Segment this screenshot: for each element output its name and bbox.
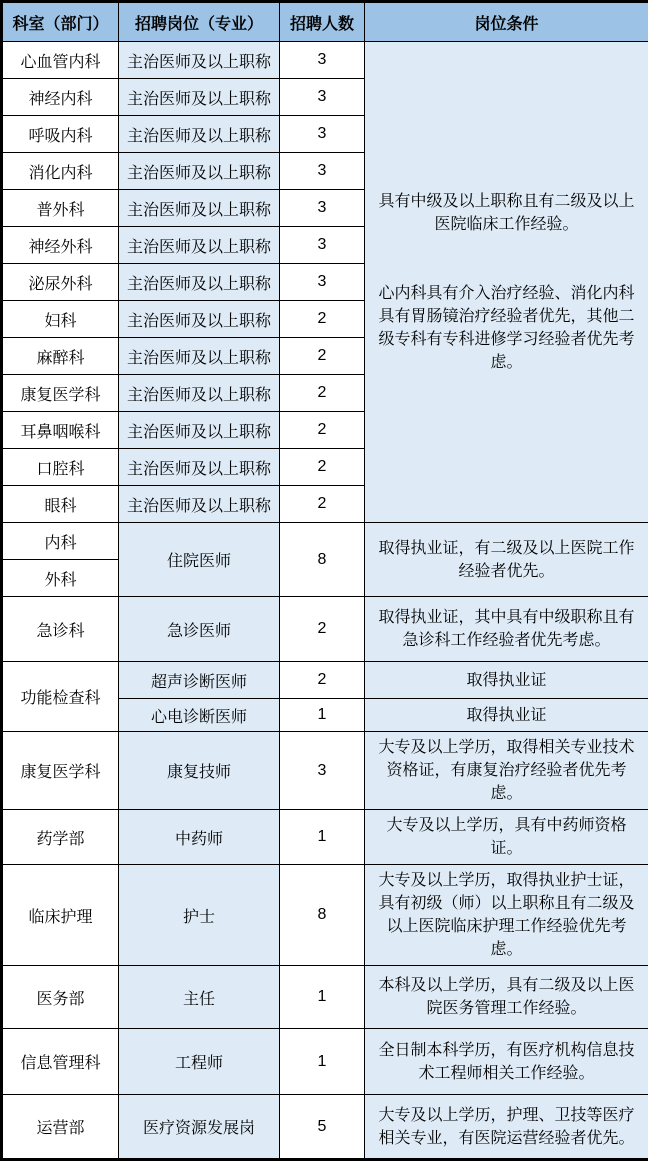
count-cell: 2: [280, 449, 365, 486]
position-cell: 主治医师及以上职称: [119, 486, 280, 523]
position-cell: 主治医师及以上职称: [119, 301, 280, 338]
dept-cell: 神经内科: [2, 79, 119, 116]
dept-cell: 运营部: [2, 1095, 119, 1160]
condition-cell: 全日制本科学历，有医疗机构信息技术工程师相关工作经验。: [365, 1029, 648, 1095]
count-cell: 2: [280, 338, 365, 375]
position-cell: 主治医师及以上职称: [119, 153, 280, 190]
dept-cell: 康复医学科: [2, 732, 119, 810]
count-cell: 1: [280, 1029, 365, 1095]
dept-cell: 内科: [2, 523, 119, 560]
position-cell: 主治医师及以上职称: [119, 375, 280, 412]
position-cell: 护士: [119, 865, 280, 966]
position-cell: 超声诊断医师: [119, 662, 280, 699]
count-cell: 3: [280, 190, 365, 227]
count-cell: 2: [280, 301, 365, 338]
table-row: [2, 42, 648, 79]
count-cell: 1: [280, 810, 365, 865]
count-cell: 8: [280, 523, 365, 597]
condition-cell: 大专及以上学历，护理、卫技等医疗相关专业，有医院运营经验者优先。: [365, 1095, 648, 1160]
condition-cell: 大专及以上学历，取得相关专业技术资格证，有康复治疗经验者优先考虑。: [365, 732, 648, 810]
count-cell: 2: [280, 662, 365, 699]
position-cell: 主治医师及以上职称: [119, 449, 280, 486]
count-cell: 2: [280, 375, 365, 412]
dept-cell: 消化内科: [2, 153, 119, 190]
condition-cell: 大专及以上学历，具有中药师资格证。: [365, 810, 648, 865]
position-cell: 主治医师及以上职称: [119, 412, 280, 449]
dept-cell: 信息管理科: [2, 1029, 119, 1095]
position-cell: 急诊医师: [119, 597, 280, 662]
dept-cell: 功能检查科: [2, 662, 119, 732]
table-row: [2, 966, 648, 1029]
count-cell: 8: [280, 865, 365, 966]
count-cell: 5: [280, 1095, 365, 1160]
count-cell: 3: [280, 79, 365, 116]
dept-cell: 心血管内科: [2, 42, 119, 79]
dept-cell: 普外科: [2, 190, 119, 227]
dept-cell: 康复医学科: [2, 375, 119, 412]
count-cell: 2: [280, 412, 365, 449]
count-cell: 3: [280, 42, 365, 79]
position-cell: 主治医师及以上职称: [119, 116, 280, 153]
dept-cell: 妇科: [2, 301, 119, 338]
table-row: [2, 810, 648, 865]
header-count: 招聘人数: [280, 2, 365, 42]
count-cell: 3: [280, 227, 365, 264]
condition-cell: 取得执业证，其中具有中级职称且有急诊科工作经验者优先考虑。: [365, 597, 648, 662]
dept-cell: 呼吸内科: [2, 116, 119, 153]
table-row: [2, 523, 648, 560]
count-cell: 1: [280, 966, 365, 1029]
dept-cell: 神经外科: [2, 227, 119, 264]
dept-cell: 泌尿外科: [2, 264, 119, 301]
position-cell: 主治医师及以上职称: [119, 190, 280, 227]
count-cell: 1: [280, 699, 365, 732]
count-cell: 3: [280, 153, 365, 190]
dept-cell: 口腔科: [2, 449, 119, 486]
dept-cell: 外科: [2, 560, 119, 597]
position-cell: 康复技师: [119, 732, 280, 810]
dept-cell: 临床护理: [2, 865, 119, 966]
position-cell: 工程师: [119, 1029, 280, 1095]
table-row: [2, 597, 648, 662]
count-cell: 2: [280, 486, 365, 523]
count-cell: 3: [280, 264, 365, 301]
dept-cell: 耳鼻咽喉科: [2, 412, 119, 449]
table-header-row: [2, 2, 648, 42]
position-cell: 心电诊断医师: [119, 699, 280, 732]
condition-cell: 取得执业证: [365, 662, 648, 699]
header-condition: 岗位条件: [365, 2, 648, 42]
condition-cell: 取得执业证: [365, 699, 648, 732]
dept-cell: 医务部: [2, 966, 119, 1029]
position-cell: 住院医师: [119, 523, 280, 597]
condition-cell: 本科及以上学历，具有二级及以上医院医务管理工作经验。: [365, 966, 648, 1029]
header-dept: 科室（部门）: [2, 2, 119, 42]
position-cell: 主治医师及以上职称: [119, 264, 280, 301]
table-row: [2, 662, 648, 699]
position-cell: 医疗资源发展岗: [119, 1095, 280, 1160]
dept-cell: 急诊科: [2, 597, 119, 662]
condition-cell: 大专及以上学历，取得执业护士证，具有初级（师）以上职称且有二级及以上医院临床护理工作经验优先考虑。: [365, 865, 648, 966]
dept-cell: 眼科: [2, 486, 119, 523]
condition-paragraph: 心内科具有介入治疗经验、消化内科具有胃肠镜治疗经验者优先，其他二级专科有专科进修学习经验者优先考虑。: [372, 282, 641, 374]
position-cell: 中药师: [119, 810, 280, 865]
table-row: [2, 1029, 648, 1095]
dept-cell: 药学部: [2, 810, 119, 865]
table-row: [2, 1095, 648, 1160]
count-cell: 2: [280, 597, 365, 662]
condition-cell: [365, 42, 648, 523]
count-cell: 3: [280, 732, 365, 810]
header-position: 招聘岗位（专业）: [119, 2, 280, 42]
condition-paragraph: 具有中级及以上职称且有二级及以上医院临床工作经验。: [372, 190, 641, 236]
position-cell: 主治医师及以上职称: [119, 227, 280, 264]
condition-cell: 取得执业证，有二级及以上医院工作经验者优先。: [365, 523, 648, 597]
position-cell: 主治医师及以上职称: [119, 338, 280, 375]
position-cell: 主治医师及以上职称: [119, 42, 280, 79]
position-cell: 主治医师及以上职称: [119, 79, 280, 116]
table-row: [2, 732, 648, 810]
count-cell: 3: [280, 116, 365, 153]
position-cell: 主任: [119, 966, 280, 1029]
dept-cell: 麻醉科: [2, 338, 119, 375]
table-row: [2, 865, 648, 966]
